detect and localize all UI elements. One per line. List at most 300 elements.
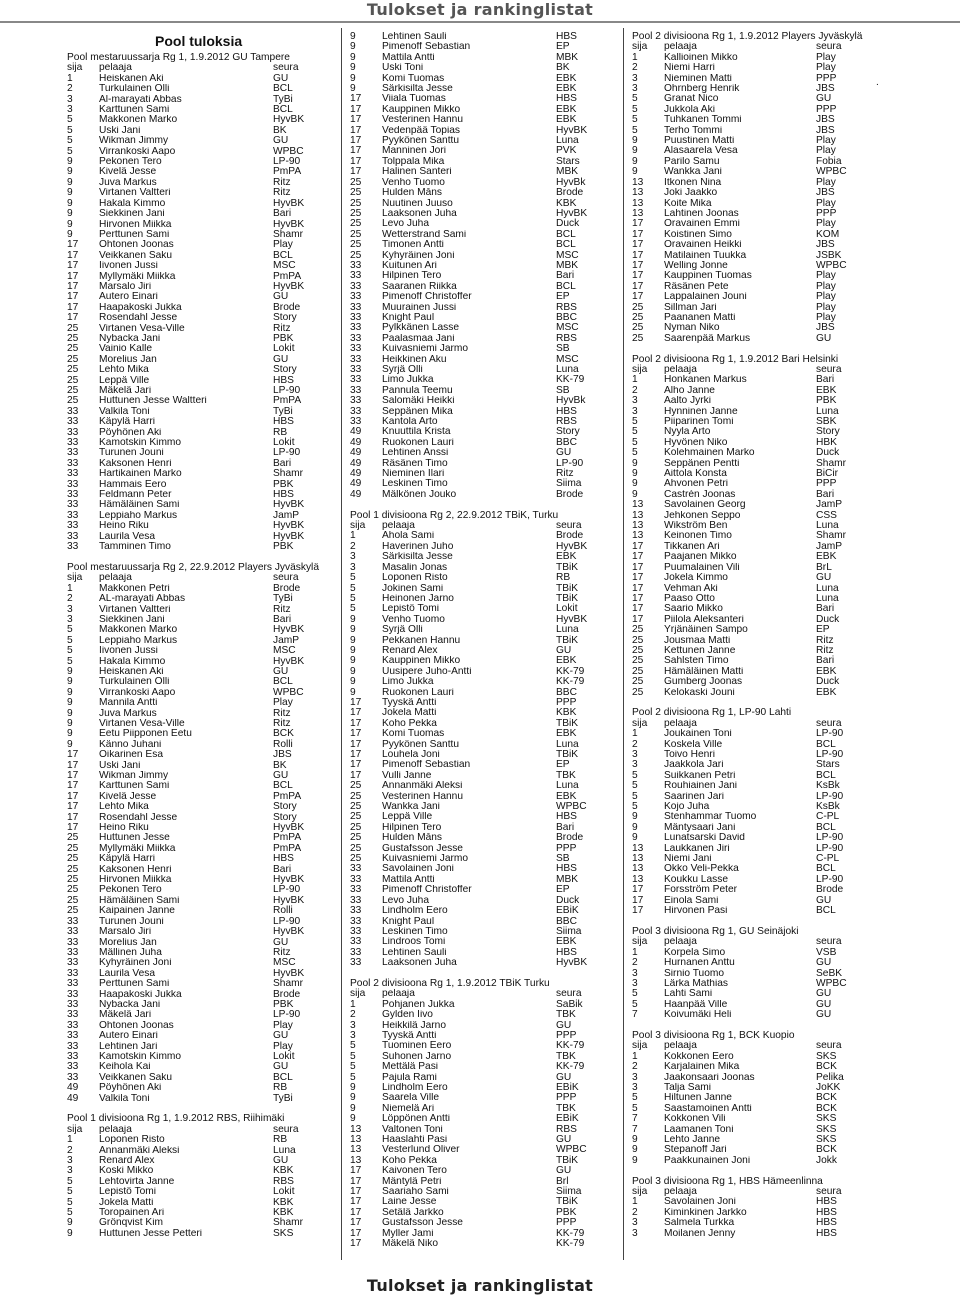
cell-player: Kaksonen Henri: [99, 864, 172, 875]
cell-club: SKS: [816, 1050, 837, 1062]
table-row: [67, 844, 335, 854]
results-section: [350, 32, 590, 500]
cell-rank: 33: [67, 499, 79, 511]
cell-rank: 17: [350, 1165, 362, 1177]
cell-club: HyvBK: [273, 967, 305, 979]
cell-rank: 5: [67, 655, 73, 667]
cell-club: Ritz: [273, 187, 291, 199]
cell-club: PPP: [816, 103, 837, 115]
cell-player: Mannila Antti: [99, 698, 158, 709]
results-section: [632, 31, 863, 344]
table-row: [350, 584, 590, 594]
header-rank: sija: [350, 520, 366, 532]
header-player: pelaaja: [99, 1124, 132, 1135]
cell-club: KsBk: [816, 801, 840, 813]
cell-rank: 9: [67, 166, 73, 178]
cell-club: GU: [816, 93, 832, 105]
cell-rank: 2: [67, 83, 73, 95]
cell-club: Brode: [273, 988, 301, 1000]
cell-club: EP: [556, 884, 570, 896]
cell-player: Jokinen Sami: [382, 583, 444, 594]
cell-player: Lappalainen Jouni: [664, 292, 747, 303]
cell-player: Timonen Antti: [382, 240, 444, 251]
table-row: [67, 854, 335, 864]
cell-rank: 49: [350, 436, 362, 448]
cell-club: HBS: [556, 946, 577, 958]
table-row: [67, 1187, 335, 1197]
table-row: [67, 1062, 335, 1072]
cell-club: Brode: [556, 187, 584, 199]
table-row: [67, 344, 335, 354]
cell-player: Känno Juhani: [99, 739, 162, 750]
cell-player: Paajanen Mikko: [664, 552, 737, 563]
cell-club: PmPA: [273, 166, 302, 178]
cell-player: Salmela Turkka: [664, 1218, 735, 1229]
cell-club: PBK: [273, 998, 294, 1010]
cell-club: BBC: [556, 436, 577, 448]
cell-club: EBK: [556, 83, 577, 95]
cell-rank: 17: [67, 301, 79, 313]
cell-club: KK-79: [556, 1061, 585, 1073]
cell-player: Leppä Ville: [382, 812, 433, 823]
cell-player: Löppönen Antti: [382, 1114, 450, 1125]
header-rank: sija: [632, 717, 648, 729]
cell-rank: 5: [632, 447, 638, 459]
cell-club: LP-90: [816, 873, 844, 885]
cell-club: Ritz: [273, 707, 291, 719]
cell-club: EBiK: [556, 1113, 579, 1125]
table-row: [67, 1021, 335, 1031]
cell-player: Myllymäki Miikka: [99, 843, 176, 854]
table-row: [67, 646, 335, 656]
cell-club: LP-90: [273, 156, 301, 168]
table-row: [350, 542, 590, 552]
cell-club: EBK: [816, 665, 837, 677]
table-row: [350, 1114, 590, 1124]
cell-player: Myllymäki Miikka: [99, 271, 176, 282]
cell-rank: 25: [632, 301, 644, 313]
cell-club: Bari: [816, 603, 835, 615]
cell-rank: 25: [67, 842, 79, 854]
cell-player: Pekonen Tero: [99, 885, 162, 896]
table-row: [632, 1229, 860, 1239]
cell-player: Welling Jonne: [664, 260, 728, 271]
cell-player: Kuivasniemi Jarmo: [382, 344, 469, 355]
cell-rank: 9: [350, 686, 356, 698]
cell-player: Alho Janne: [664, 385, 715, 396]
cell-rank: 5: [67, 1196, 73, 1208]
cell-rank: 5: [350, 603, 356, 615]
cell-player: Huttunen Jesse Petteri: [99, 1228, 203, 1239]
cell-club: LP-90: [273, 385, 301, 396]
cell-rank: 25: [632, 655, 644, 667]
cell-club: Shamr: [816, 530, 847, 542]
section-title: Pool 2 divisioona Rg 1, 1.9.2012 Players Jyväskylä: [632, 31, 863, 42]
cell-player: Lehtinen Sauli: [382, 947, 447, 958]
table-row: [632, 625, 860, 635]
cell-player: Räsänen Timo: [382, 458, 448, 469]
table-row: [67, 1052, 335, 1062]
header-rank: sija: [67, 62, 83, 74]
cell-player: Louhela Joni: [382, 750, 440, 761]
results-section: [67, 563, 335, 1104]
cell-player: Honkanen Markus: [664, 375, 747, 386]
cell-player: Juva Markus: [99, 177, 157, 188]
cell-club: BCL: [556, 228, 576, 240]
cell-club: Play: [816, 145, 836, 157]
cell-player: Hynninen Janne: [664, 406, 738, 417]
cell-club: Bari: [816, 488, 835, 500]
cell-rank: 25: [67, 353, 79, 365]
cell-rank: 17: [632, 218, 644, 230]
table-row: [632, 240, 860, 250]
table-row: [67, 126, 335, 136]
header-player: pelaaja: [664, 1041, 697, 1052]
cell-rank: 2: [632, 1206, 638, 1218]
cell-rank: 2: [350, 540, 356, 552]
cell-player: Virtanen Valtteri: [99, 604, 171, 615]
table-row: [350, 261, 590, 271]
cell-rank: 33: [67, 478, 79, 490]
table-row: [350, 334, 590, 344]
cell-player: Ruokonen Lauri: [382, 687, 454, 698]
cell-player: Kokkonen Vili: [664, 1114, 726, 1125]
cell-player: Wikman Jimmy: [99, 771, 169, 782]
cell-player: Terho Tommi: [664, 125, 723, 136]
cell-rank: 9: [350, 1113, 356, 1125]
cell-club: C-PL: [816, 853, 840, 865]
cell-club: MSC: [273, 645, 296, 657]
cell-club: Play: [816, 270, 836, 282]
cell-player: Renard Alex: [99, 1156, 155, 1167]
cell-rank: 5: [350, 592, 356, 604]
cell-player: Parilo Samu: [664, 156, 720, 167]
cell-club: PBK: [273, 541, 294, 553]
cell-club: KK-79: [556, 1238, 585, 1250]
cell-rank: 9: [632, 166, 638, 178]
cell-rank: 17: [67, 312, 79, 324]
table-row: [350, 729, 590, 739]
cell-player: Gustafsson Jesse: [382, 843, 463, 854]
cell-player: Kantola Arto: [382, 417, 438, 428]
cell-rank: 33: [350, 384, 362, 396]
cell-player: Kojo Juha: [664, 802, 710, 813]
cell-club: HBS: [556, 811, 577, 823]
cell-rank: 17: [350, 1175, 362, 1187]
cell-rank: 33: [67, 1050, 79, 1062]
cell-rank: 33: [350, 936, 362, 948]
cell-player: Morelius Jan: [99, 937, 157, 948]
cell-club: Bari: [816, 655, 835, 667]
cell-club: Brode: [273, 582, 301, 594]
cell-rank: 5: [632, 114, 638, 126]
table-row: [350, 552, 590, 562]
cell-player: Lehto Mika: [99, 802, 149, 813]
results-section: [67, 53, 335, 553]
cell-player: Nuutinen Juuso: [382, 198, 453, 209]
cell-club: Siima: [556, 478, 582, 490]
cell-club: EP: [556, 759, 570, 771]
cell-player: Syrjä Olli: [382, 625, 423, 636]
cell-club: GU: [816, 1009, 832, 1021]
cell-club: WPBC: [816, 166, 847, 178]
cell-rank: 33: [350, 405, 362, 417]
table-row: [350, 896, 590, 906]
cell-club: LP-90: [816, 832, 844, 844]
cell-rank: 5: [632, 93, 638, 105]
cell-club: Play: [273, 1019, 293, 1031]
cell-club: EP: [556, 41, 570, 53]
cell-club: HBS: [816, 1227, 837, 1239]
header-player: pelaaja: [664, 42, 697, 53]
cell-player: Mattila Antti: [382, 874, 435, 885]
header-player: pelaaja: [99, 573, 132, 584]
cell-rank: 9: [632, 457, 638, 469]
table-row: [632, 1062, 860, 1072]
cell-rank: 13: [350, 1144, 362, 1156]
table-row: [67, 84, 335, 94]
cell-rank: 33: [67, 509, 79, 521]
cell-player: Hakala Kimmo: [99, 656, 166, 667]
cell-player: Valkila Toni: [99, 406, 150, 417]
cell-rank: 17: [350, 145, 362, 157]
cell-club: Luna: [816, 405, 839, 417]
cell-club: Story: [556, 426, 580, 438]
cell-rank: 2: [632, 957, 638, 969]
cell-player: Saario Mikko: [664, 604, 723, 615]
cell-club: Ritz: [816, 634, 834, 646]
cell-player: Käpylä Harri: [99, 854, 156, 865]
cell-rank: 9: [67, 676, 73, 688]
cell-player: Virtanen Vesa-Ville: [99, 718, 185, 729]
cell-club: BCK: [816, 1092, 837, 1104]
table-row: [350, 771, 590, 781]
cell-club: HyvBK: [273, 926, 305, 938]
cell-rank: 17: [67, 780, 79, 792]
cell-player: Hilpinen Tero: [382, 271, 442, 282]
cell-club: Story: [816, 426, 840, 438]
cell-rank: 9: [350, 644, 356, 656]
table-row: [67, 1166, 335, 1176]
cell-club: KK-79: [556, 1227, 585, 1239]
cell-rank: 1: [632, 51, 638, 63]
table-row: [350, 53, 590, 63]
cell-player: Saariaho Sami: [382, 1187, 449, 1198]
cell-rank: 17: [632, 905, 644, 917]
cell-player: Sahlsten Timo: [664, 656, 729, 667]
cell-rank: 49: [67, 1082, 79, 1094]
table-row: [350, 594, 590, 604]
cell-rank: 25: [67, 863, 79, 875]
cell-club: GU: [273, 770, 289, 782]
cell-rank: 25: [350, 218, 362, 230]
cell-rank: 2: [67, 593, 73, 605]
cell-rank: 3: [632, 395, 638, 407]
cell-rank: 5: [67, 634, 73, 646]
cell-rank: 9: [632, 1144, 638, 1156]
cell-club: HyvBK: [273, 655, 305, 667]
table-row: [350, 1218, 590, 1228]
cell-rank: 3: [632, 72, 638, 84]
cell-player: Matilainen Tuukka: [664, 250, 747, 261]
cell-rank: 25: [632, 332, 644, 344]
cell-club: Story: [273, 801, 297, 813]
cell-rank: 49: [350, 488, 362, 500]
cell-club: LP-90: [816, 842, 844, 854]
table-row: [67, 698, 335, 708]
cell-player: Vainio Kalle: [99, 344, 153, 355]
cell-player: Lehtinen Sauli: [382, 32, 447, 42]
cell-club: LP-90: [273, 447, 301, 459]
table-row: [350, 844, 590, 854]
cell-player: Yrjänäinen Sampo: [664, 625, 748, 636]
cell-rank: 9: [67, 218, 73, 230]
cell-player: Komi Tuomas: [382, 73, 445, 84]
cell-player: Niemi Jani: [664, 854, 712, 865]
table-row: [632, 292, 860, 302]
table-row: [350, 563, 590, 573]
section-title: Pool 3 divisioona Rg 1, GU Seinäjoki: [632, 925, 799, 937]
table-row: [350, 355, 590, 365]
cell-rank: 33: [67, 1030, 79, 1042]
cell-rank: 25: [632, 665, 644, 677]
cell-player: Pylkkänen Lasse: [382, 323, 460, 334]
cell-club: JoKK: [816, 1081, 841, 1093]
cell-club: TyBi: [273, 405, 293, 417]
cell-rank: 25: [632, 634, 644, 646]
cell-rank: 3: [350, 1029, 356, 1041]
header-rank: sija: [350, 988, 366, 1000]
cell-club: SKS: [816, 1113, 837, 1125]
cell-club: PmPA: [273, 270, 302, 282]
cell-player: Savolainen Joni: [382, 864, 454, 875]
cell-player: Wetterstrand Sami: [382, 229, 467, 240]
cell-player: Mäntylä Petri: [382, 1176, 442, 1187]
header-player: pelaaja: [664, 718, 697, 729]
cell-club: EP: [816, 624, 830, 636]
cell-club: PPP: [556, 1029, 577, 1041]
cell-rank: 25: [350, 790, 362, 802]
cell-player: Rouhiainen Jani: [664, 781, 738, 792]
table-row: [350, 199, 590, 209]
cell-player: Seppänen Mika: [382, 406, 453, 417]
table-row: [350, 1010, 590, 1020]
cell-rank: 3: [67, 1165, 73, 1177]
table-row: [350, 115, 590, 125]
cell-club: Shamr: [816, 457, 847, 469]
page-title: Pool tuloksia: [155, 33, 243, 49]
cell-rank: 9: [67, 697, 73, 709]
stray-mark: .: [876, 77, 879, 88]
cell-player: Iivonen Jussi: [99, 646, 158, 657]
cell-player: Tikkanen Ari: [664, 541, 720, 552]
cell-player: Pekkanen Hannu: [382, 635, 461, 646]
cell-player: Koistinen Simo: [664, 229, 732, 240]
cell-rank: 17: [632, 540, 644, 552]
cell-club: Luna: [556, 738, 579, 750]
cell-rank: 17: [632, 613, 644, 625]
cell-player: Hirvonen Pasi: [664, 906, 728, 917]
cell-club: Play: [816, 197, 836, 209]
cell-club: PPP: [816, 72, 837, 84]
cell-club: GU: [556, 1134, 572, 1146]
cell-club: LP-90: [556, 457, 584, 469]
table-row: [350, 698, 590, 708]
cell-club: WPBC: [273, 145, 304, 157]
cell-club: RBS: [556, 416, 577, 428]
cell-club: HyvBK: [273, 114, 305, 126]
cell-club: BCL: [816, 821, 836, 833]
cell-club: SeBK: [816, 967, 843, 979]
cell-rank: 3: [632, 1227, 638, 1239]
cell-player: Paaso Otto: [664, 593, 715, 604]
cell-club: BCL: [273, 676, 293, 688]
cell-club: MSC: [556, 322, 579, 334]
cell-club: PPP: [816, 478, 837, 490]
cell-club: HBS: [556, 93, 577, 105]
cell-player: Öhrnberg Henrik: [664, 84, 740, 95]
cell-rank: 33: [350, 905, 362, 917]
cell-club: BCL: [816, 863, 836, 875]
cell-club: TBiK: [556, 749, 579, 761]
cell-club: Ritz: [816, 644, 834, 656]
cell-rank: 5: [632, 780, 638, 792]
cell-club: BK: [556, 62, 570, 74]
cell-player: Joukainen Toni: [664, 729, 732, 740]
cell-rank: 9: [67, 176, 73, 188]
cell-club: HyvBK: [273, 280, 305, 292]
table-row: [350, 136, 590, 146]
cell-rank: 13: [350, 1134, 362, 1146]
cell-rank: 17: [632, 291, 644, 303]
cell-rank: 17: [350, 1238, 362, 1250]
cell-player: Pöyhönen Aki: [99, 427, 162, 438]
cell-club: MSC: [273, 260, 296, 272]
cell-club: Siima: [556, 1186, 582, 1198]
cell-club: EBK: [556, 114, 577, 126]
table-row: [67, 240, 335, 250]
cell-club: TBiK: [556, 717, 579, 729]
cell-player: Koho Pekka: [382, 718, 437, 729]
results-section: [350, 511, 590, 969]
table-row: [350, 917, 590, 927]
table-row: [67, 74, 335, 84]
table-row: [350, 792, 590, 802]
cell-club: SKS: [816, 1134, 837, 1145]
cell-rank: 33: [350, 416, 362, 428]
cell-club: Brode: [556, 488, 584, 500]
cell-rank: 3: [632, 1071, 638, 1083]
cell-club: KK-79: [556, 1040, 585, 1052]
cell-club: JBS: [816, 322, 835, 334]
table-row: [350, 1093, 590, 1103]
cell-club: Bari: [273, 208, 292, 220]
table-row: [350, 240, 590, 250]
cell-club: EBK: [556, 551, 577, 563]
cell-player: Nieminen Ilari: [382, 469, 445, 480]
cell-player: Pekonen Tero: [99, 157, 162, 168]
cell-club: Ritz: [273, 717, 291, 729]
cell-player: Mattila Antti: [382, 52, 435, 63]
cell-rank: 5: [350, 1050, 356, 1062]
cell-player: Nyman Niko: [664, 323, 720, 334]
cell-rank: 3: [67, 104, 73, 116]
cell-rank: 25: [350, 249, 362, 261]
cell-player: Iivonen Jussi: [99, 261, 158, 272]
cell-rank: 17: [67, 249, 79, 261]
cell-player: Uski Toni: [382, 63, 424, 74]
table-row: [350, 1156, 590, 1166]
